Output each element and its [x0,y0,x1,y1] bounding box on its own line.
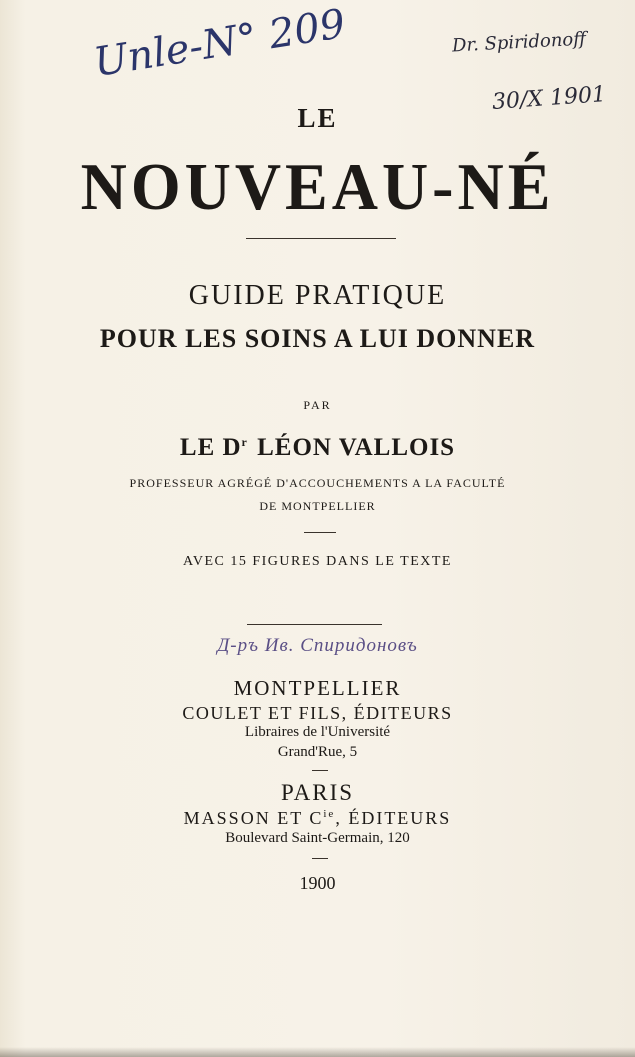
handwritten-inventory-note: Unle-N° 209 [90,0,349,87]
short-divider-2 [312,770,328,771]
author-prefix: LE D [179,434,242,461]
by-label: PAR [303,398,332,412]
imprint-publisher-masson [0,808,635,829]
title-divider [246,238,396,239]
short-divider-1 [304,532,336,533]
figures-note: AVEC 15 FIGURES DANS LE TEXTE [183,554,452,569]
book-title: NOUVEAU-NÉ [80,149,555,224]
publisher2-sup: ie [323,808,336,820]
subtitle-line-1: GUIDE PRATIQUE [188,280,447,311]
imprint-divider [247,624,382,625]
imprint-city-paris: PARIS [280,780,355,805]
imprint-publisher-coulet-note: Libraires de l'Université [244,724,391,740]
publication-year: 1900 [299,873,336,893]
imprint-city-montpellier: MONTPELLIER [233,676,402,700]
owner-stamp: Д-ръ Ив. Спиридоновъ [217,635,418,656]
author-name [0,434,635,462]
page-edge-shadow [0,1047,635,1057]
subtitle-line-2: POUR LES SOINS A LUI DONNER [99,324,536,353]
publisher2-prefix: MASSON ET C [183,808,324,828]
author-position-line-1: PROFESSEUR AGRÉGÉ D'ACCOUCHEMENTS A LA FACULTÉ [129,476,506,490]
author-prefix-sup: r [241,434,248,449]
author-name-text: LÉON VALLOIS [257,434,456,461]
imprint-publisher-coulet: COULET ET FILS, ÉDITEURS [182,703,453,723]
imprint-publisher-masson-address: Boulevard Saint-Germain, 120 [225,830,410,846]
handwritten-owner-signature: Dr. Spiridonoff [451,28,587,57]
imprint-publisher-coulet-address: Grand'Rue, 5 [277,744,358,760]
author-position-line-2: DE MONTPELLIER [259,499,376,513]
publisher2-suffix: , ÉDITEURS [335,808,452,828]
handwritten-date: 30/X 1901 [491,82,607,115]
title-article: LE [297,103,338,133]
short-divider-3 [312,858,328,859]
